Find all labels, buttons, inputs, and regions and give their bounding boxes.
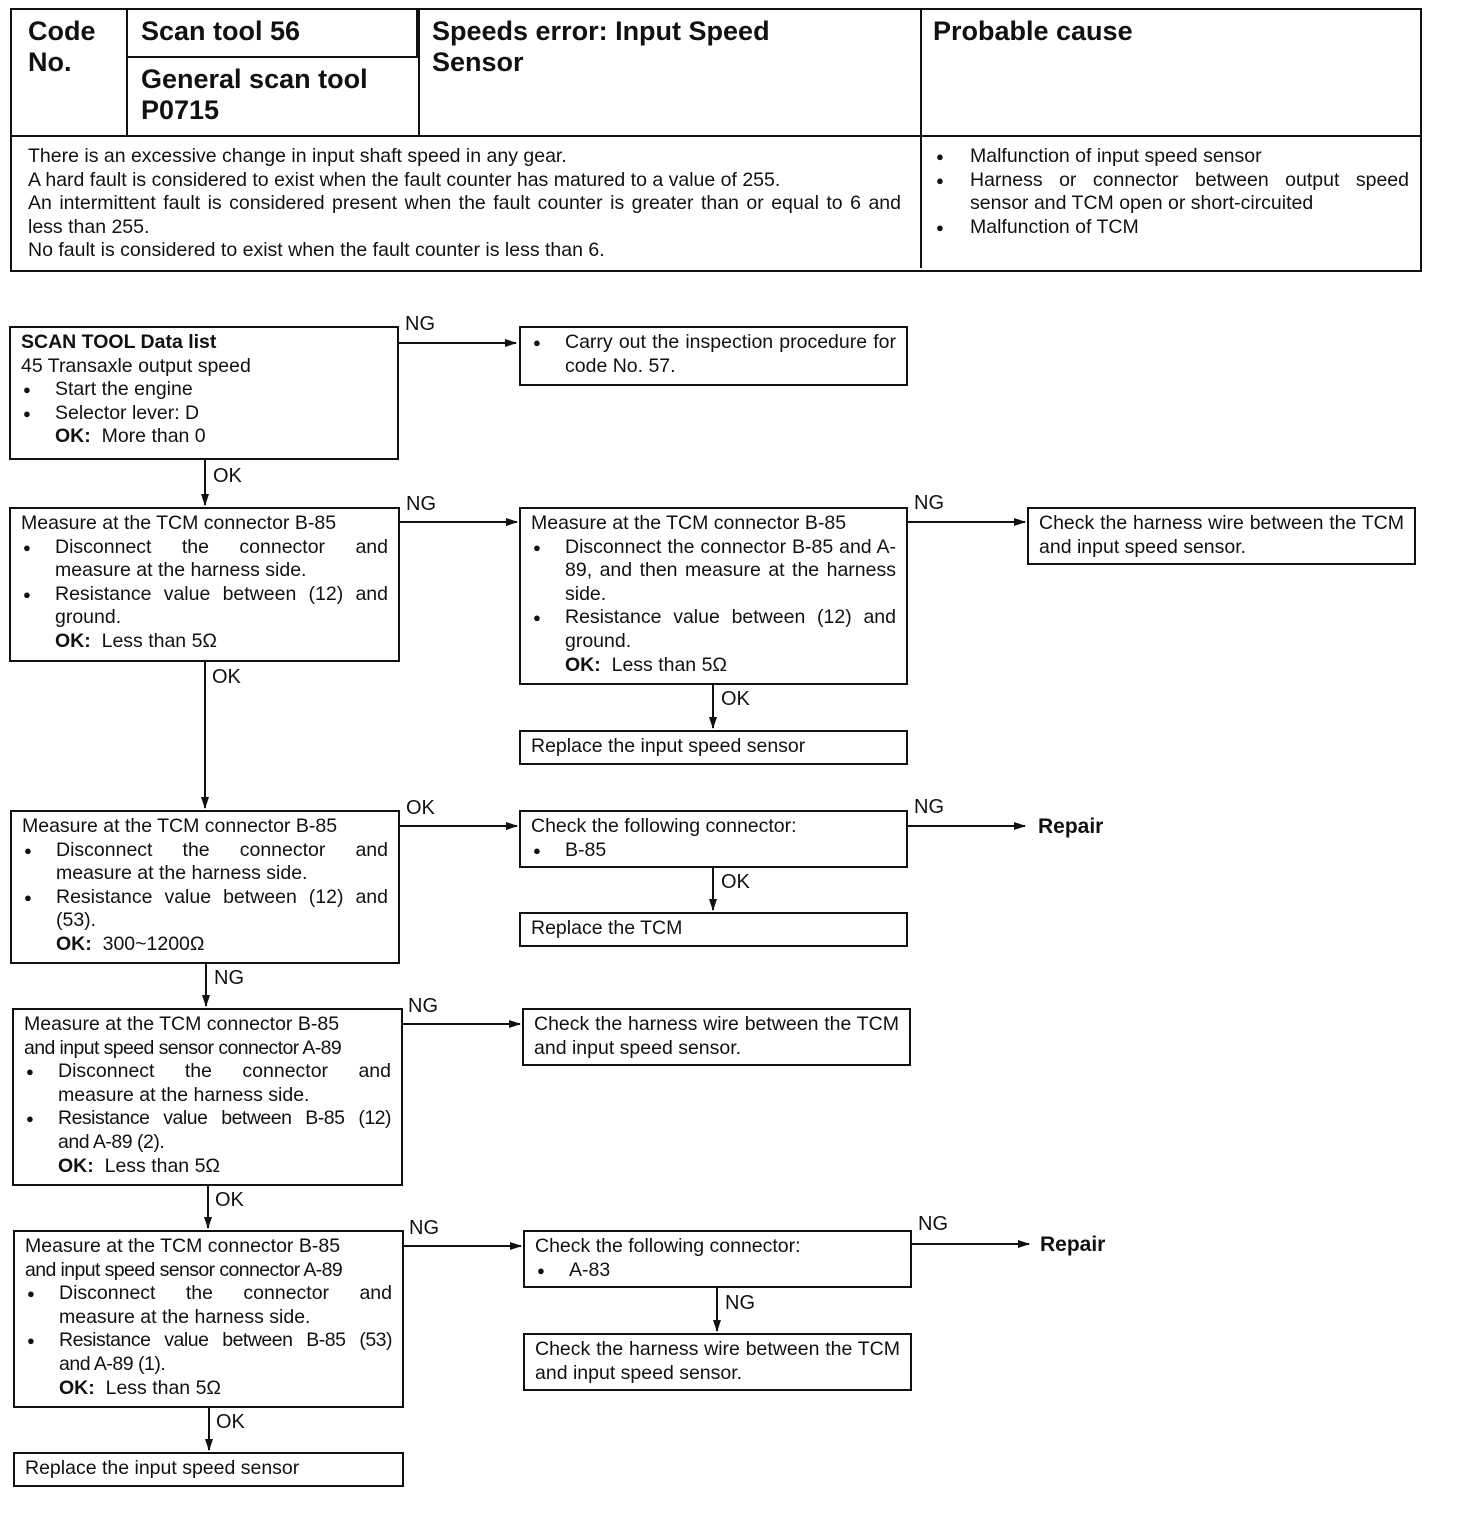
label-ng: NG <box>914 796 944 818</box>
step3-bullet: ● Resistance value between (12) and (53). <box>22 886 388 933</box>
step2-title: Measure at the TCM connector B-85 <box>21 512 337 534</box>
step2-ng-ok-box <box>519 730 908 765</box>
step1-bullet: ● Selector lever: D <box>21 402 387 426</box>
step3-ok-box <box>519 810 908 868</box>
repair-label: Repair <box>1040 1233 1106 1256</box>
step2-ng-ok-text: Replace the input speed sensor <box>531 735 806 757</box>
step5-ng-ng-box <box>523 1333 912 1391</box>
label-ok: OK <box>721 688 750 710</box>
label-ng: NG <box>914 492 944 514</box>
label-ok: OK <box>721 871 750 893</box>
step4-title2: and input speed sensor connector A-89 <box>24 1036 342 1059</box>
step5-title2: and input speed sensor connector A-89 <box>25 1258 343 1281</box>
step4-ng-text: Check the harness wire between the TCM and input speed sensor. <box>534 1013 899 1059</box>
cause-item: ● Harness or connector between output speed sensor and TCM open or short-circuited <box>936 168 1409 215</box>
step1-ok: OK: More than 0 <box>55 425 206 448</box>
label-ng: NG <box>409 1217 439 1239</box>
step1-bullet: ● Start the engine <box>21 378 387 402</box>
description-line: No fault is considered to exist when the fault counter is less than 6. <box>28 239 605 262</box>
step3-box <box>10 810 400 964</box>
label-ng: NG <box>918 1213 948 1235</box>
step5-ng-ng-text: Check the harness wire between the TCM and input speed sensor. <box>535 1338 900 1384</box>
step5-ng-box <box>523 1230 912 1288</box>
step4-ok: OK: Less than 5Ω <box>58 1154 220 1177</box>
scan-tool-label: Scan tool 56 <box>141 16 301 46</box>
label-ok: OK <box>406 797 435 819</box>
step2-box <box>9 507 400 662</box>
step3-ok-ok-box <box>519 912 908 947</box>
step1-line: 45 Transaxle output speed <box>21 354 251 377</box>
step5-title: Measure at the TCM connector B-85 <box>25 1235 341 1257</box>
step3-ok-ok-text: Replace the TCM <box>531 917 683 939</box>
diagnosis-title: Speeds error: Input Speed Sensor <box>432 16 770 77</box>
step2-ng-ng-box <box>1027 507 1416 565</box>
step4-box <box>12 1008 403 1186</box>
step4-ng-box <box>522 1008 911 1066</box>
step3-ok-bullet: ● B-85 <box>531 839 896 863</box>
step1-ng-bullet: ● Carry out the inspection procedure for code No. 57. <box>531 331 896 378</box>
step5-ng-title: Check the following connector: <box>535 1235 801 1257</box>
step3-ok: OK: 300~1200Ω <box>56 932 205 955</box>
label-ng: NG <box>406 493 436 515</box>
cause-item: ● Malfunction of input speed sensor <box>936 145 1262 167</box>
description-line: An intermittent fault is considered present when the fault counter is greater than or equal to 6 and less than 255. <box>28 192 901 238</box>
step2-ng-bullet: ● Disconnect the connector B-85 and A-89, and then measure at the harness side. <box>531 536 896 607</box>
step2-ng-ok: OK: Less than 5Ω <box>565 653 727 676</box>
step1-title: SCAN TOOL Data list <box>21 331 217 353</box>
step2-bullet: ● Disconnect the connector and measure at the harness side. <box>21 536 388 583</box>
step3-ok-title: Check the following connector: <box>531 815 797 837</box>
repair-label: Repair <box>1038 815 1104 838</box>
step3-title: Measure at the TCM connector B-85 <box>22 815 338 837</box>
step4-title: Measure at the TCM connector B-85 <box>24 1013 340 1035</box>
step2-ng-ng-text: Check the harness wire between the TCM and input speed sensor. <box>1039 512 1404 558</box>
step5-ok-box <box>13 1452 404 1487</box>
step5-ng-bullet: ● A-83 <box>535 1259 900 1283</box>
step1-box <box>9 326 399 460</box>
step5-bullet: ● Resistance value between B-85 (53) and A-89 (1). <box>25 1329 392 1376</box>
step5-ok: OK: Less than 5Ω <box>59 1376 221 1399</box>
general-scan-tool-label: General scan tool P0715 <box>141 64 368 125</box>
step2-ng-title: Measure at the TCM connector B-85 <box>531 512 847 534</box>
step2-ok: OK: Less than 5Ω <box>55 629 217 652</box>
label-ng: NG <box>408 995 438 1017</box>
probable-cause-title: Probable cause <box>933 16 1133 46</box>
step5-bullet: ● Disconnect the connector and measure at the harness side. <box>25 1282 392 1329</box>
code-no-label: Code No. <box>28 16 96 77</box>
label-ng: NG <box>405 313 435 335</box>
label-ok: OK <box>215 1189 244 1211</box>
description-line: A hard fault is considered to exist when the fault counter has matured to a value of 255. <box>28 168 781 191</box>
step3-bullet: ● Disconnect the connector and measure at the harness side. <box>22 839 388 886</box>
step5-box <box>13 1230 404 1408</box>
step4-bullet: ● Disconnect the connector and measure at the harness side. <box>24 1060 391 1107</box>
step2-bullet: ● Resistance value between (12) and ground. <box>21 583 388 630</box>
step2-ng-bullet: ● Resistance value between (12) and ground. <box>531 606 896 653</box>
cause-item: ● Malfunction of TCM <box>936 215 1139 238</box>
step1-ng-box <box>519 326 908 386</box>
step4-bullet: ● Resistance value between B-85 (12) and A-89 (2). <box>24 1107 391 1154</box>
label-ng: NG <box>214 967 244 989</box>
label-ng: NG <box>725 1292 755 1314</box>
label-ok: OK <box>212 666 241 688</box>
label-ok: OK <box>216 1411 245 1433</box>
description-line: There is an excessive change in input shaft speed in any gear. <box>28 145 567 167</box>
step2-ng-box <box>519 507 908 685</box>
label-ok: OK <box>213 465 242 487</box>
step5-ok-text: Replace the input speed sensor <box>25 1457 300 1479</box>
